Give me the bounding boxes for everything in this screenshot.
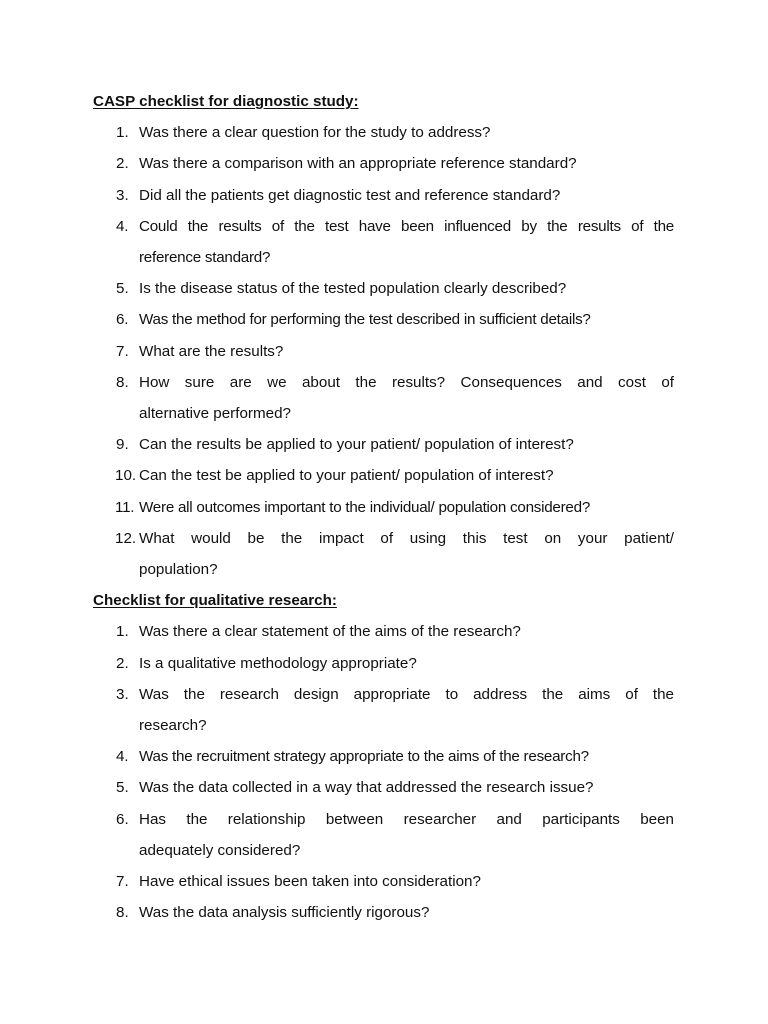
list-item	[93, 897, 674, 928]
item-number: 6.	[116, 311, 129, 329]
item-text: Can the results be applied to your patient/ population of interest?	[139, 436, 574, 454]
item-text: Did all the patients get diagnostic test and reference standard?	[139, 186, 561, 204]
item-number: 7.	[116, 873, 129, 891]
list-item	[93, 804, 674, 866]
item-number: 6.	[116, 810, 129, 828]
item-text-line2: reference standard?	[139, 249, 271, 267]
item-text-line1: What would be the impact of using this test on your patient/	[139, 529, 674, 547]
item-number: 8.	[116, 373, 129, 391]
list-item	[93, 616, 674, 647]
section-title-qualitative: Checklist for qualitative research:	[93, 592, 337, 610]
item-text: Was the data analysis sufficiently rigorous?	[139, 904, 430, 922]
item-text: Was the data collected in a way that addressed the research issue?	[139, 779, 594, 797]
item-text-line2: population?	[139, 561, 218, 579]
list-item	[93, 648, 674, 679]
list-item	[93, 148, 674, 179]
list-item	[93, 492, 674, 523]
item-text: Was the method for performing the test described in sufficient details?	[139, 311, 591, 329]
item-number: 2.	[116, 155, 129, 173]
list-item	[93, 180, 674, 211]
list-item	[93, 336, 674, 367]
item-text: Was the recruitment strategy appropriate to the aims of the research?	[139, 748, 589, 766]
item-number: 8.	[116, 904, 129, 922]
diagnostic-checklist	[93, 117, 674, 585]
list-item	[93, 866, 674, 897]
item-text: Was there a clear question for the study to address?	[139, 124, 491, 142]
item-text-line1: Has the relationship between researcher and participants been	[139, 810, 674, 828]
qualitative-checklist	[93, 616, 674, 928]
item-text: Is a qualitative methodology appropriate?	[139, 654, 417, 672]
item-number: 5.	[116, 280, 129, 298]
list-item	[93, 523, 674, 585]
item-text-line1: Was the research design appropriate to address the aims of the	[139, 685, 674, 703]
item-number: 3.	[116, 186, 129, 204]
item-number: 1.	[116, 124, 129, 142]
item-number: 4.	[116, 217, 129, 235]
list-item	[93, 429, 674, 460]
list-item	[93, 211, 674, 273]
item-text-line1: How sure are we about the results? Consequences and cost of	[139, 373, 674, 391]
list-item	[93, 304, 674, 335]
item-number: 3.	[116, 685, 129, 703]
item-text: What are the results?	[139, 342, 284, 360]
list-item	[93, 273, 674, 304]
item-number: 4.	[116, 748, 129, 766]
list-item	[93, 367, 674, 429]
item-number: 10.	[115, 467, 137, 485]
item-text: Is the disease status of the tested population clearly described?	[139, 280, 567, 298]
item-text: Have ethical issues been taken into consideration?	[139, 873, 481, 891]
item-number: 1.	[116, 623, 129, 641]
item-text: Was there a clear statement of the aims of the research?	[139, 623, 521, 641]
item-number: 9.	[116, 436, 129, 454]
list-item	[93, 117, 674, 148]
list-item	[93, 741, 674, 772]
item-number: 7.	[116, 342, 129, 360]
list-item	[93, 460, 674, 491]
item-text-line2: adequately considered?	[139, 841, 301, 859]
list-item	[93, 772, 674, 803]
item-number: 12.	[115, 529, 137, 547]
section-title-diagnostic: CASP checklist for diagnostic study:	[93, 93, 359, 110]
list-item	[93, 679, 674, 741]
item-text-line1: Could the results of the test have been influenced by the results of the	[139, 217, 674, 235]
item-text: Were all outcomes important to the individual/ population considered?	[139, 498, 591, 516]
item-text: Can the test be applied to your patient/ population of interest?	[139, 467, 554, 485]
item-number: 2.	[116, 654, 129, 672]
item-number: 11.	[115, 498, 135, 516]
item-text-line2: alternative performed?	[139, 405, 291, 423]
item-text: Was there a comparison with an appropriate reference standard?	[139, 155, 577, 173]
item-number: 5.	[116, 779, 129, 797]
item-text-line2: research?	[139, 717, 207, 735]
